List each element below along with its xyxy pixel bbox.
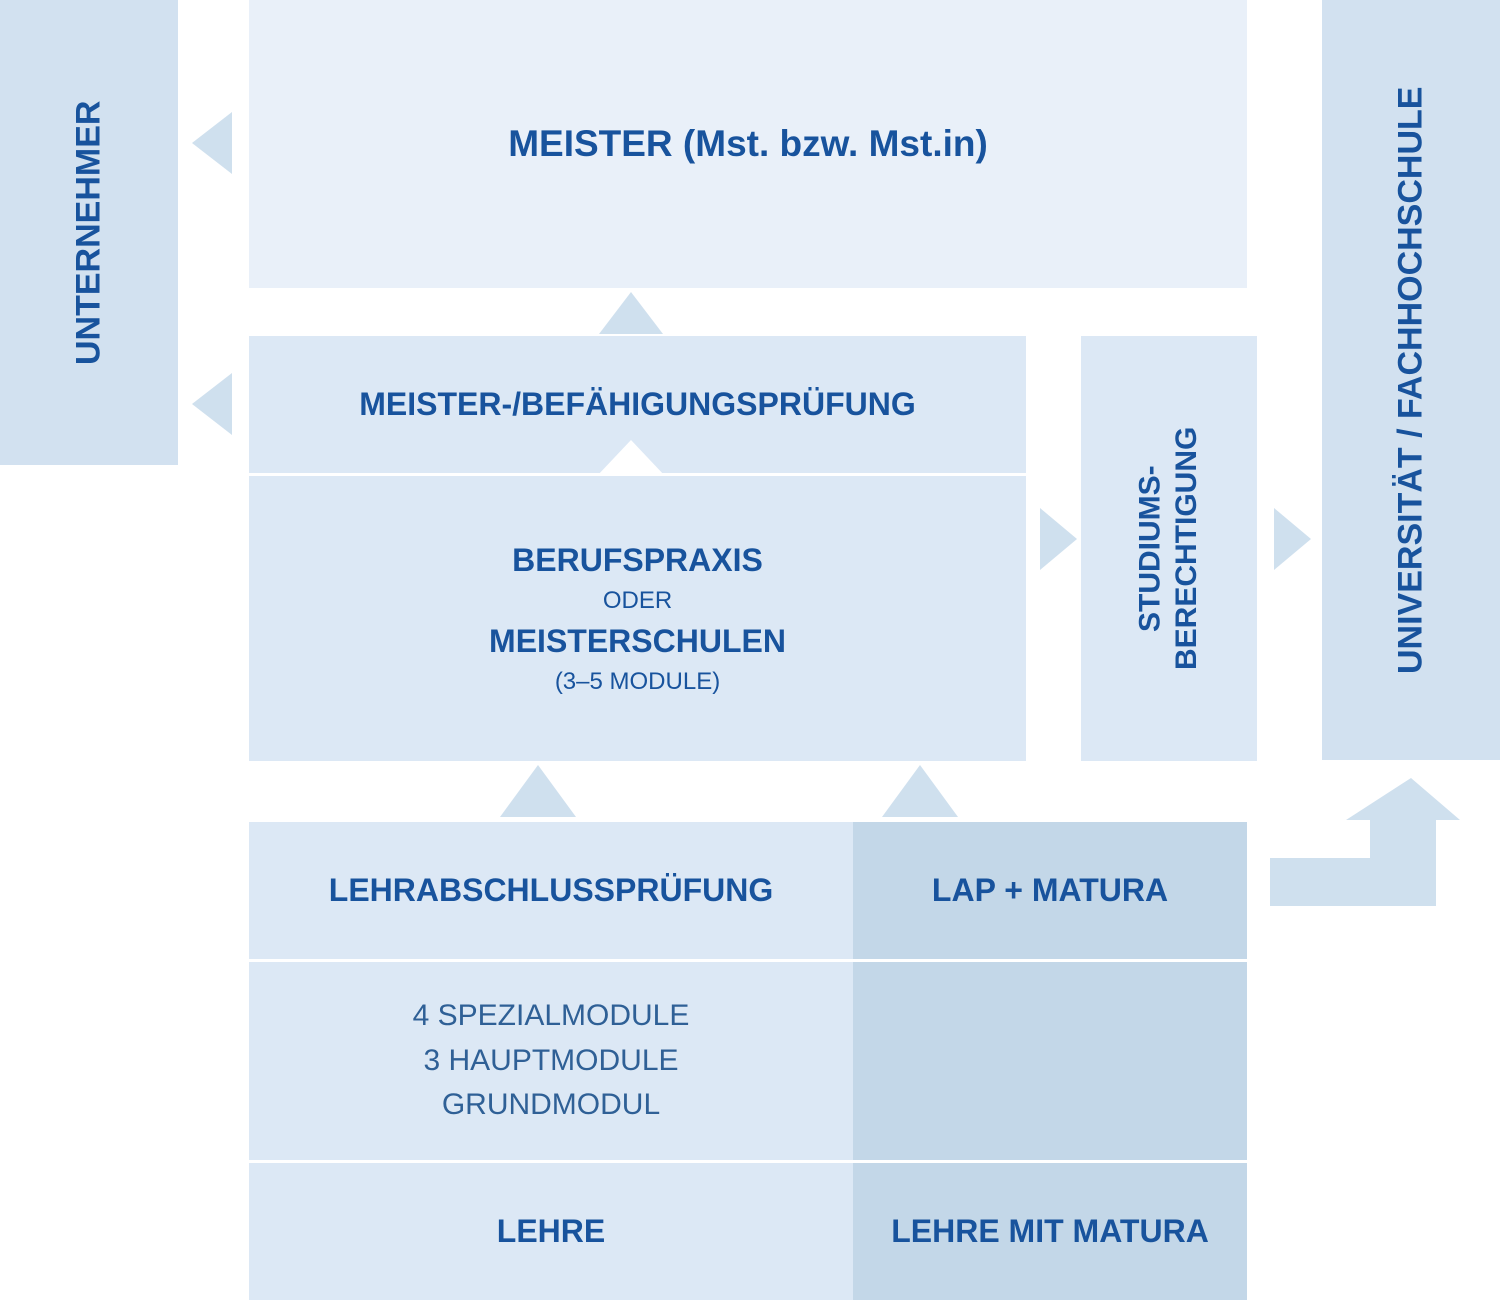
arrow-meister-to-unternehmer <box>192 112 250 174</box>
node-module-line1: 4 SPEZIALMODULE <box>412 999 690 1033</box>
node-lap-matura <box>853 822 1247 959</box>
node-lehrabschlusspruefung <box>249 822 853 959</box>
arrow-pruefung-to-meister <box>595 288 667 338</box>
node-universitaet <box>1322 0 1500 760</box>
node-module-line3: GRUNDMODUL <box>441 1088 661 1122</box>
node-module-stack <box>413 994 690 1127</box>
arrow-lapmatura-to-praxis <box>880 765 960 823</box>
node-lap-matura-label: LAP + MATURA <box>931 871 1169 908</box>
node-lehre <box>249 1163 853 1300</box>
node-lehrabschlusspruefung-label: LEHRABSCHLUSSPRÜFUNG <box>328 871 774 908</box>
node-studiumsberechtigung-stack <box>1132 427 1205 670</box>
node-studiumsberechtigung-line1: STUDIUMS- <box>1133 465 1167 632</box>
node-lehre-mit-matura-label: LEHRE MIT MATURA <box>891 1212 1209 1249</box>
node-unternehmer-label: UNTERNEHMER <box>69 100 108 365</box>
node-module-line2: 3 HAUPTMODULE <box>423 1043 679 1077</box>
arrow-studiumsberechtigung-to-universitaet <box>1266 508 1318 570</box>
node-lehre-mit-matura <box>853 1163 1247 1300</box>
node-studiumsberechtigung-line2: BERECHTIGUNG <box>1170 426 1203 671</box>
node-lehre-label: LEHRE <box>496 1212 606 1249</box>
node-meisterpruefung-label: MEISTER-/BEFÄHIGUNGSPRÜFUNG <box>359 385 916 422</box>
node-berufspraxis-line1: BERUFSPRAXIS <box>512 542 763 579</box>
node-module-right <box>853 962 1247 1160</box>
arrow-praxis-to-pruefung <box>595 440 667 480</box>
arrow-praxis-to-studiumsberechtigung <box>1032 508 1084 570</box>
node-universitaet-label: UNIVERSITÄT / FACHHOCHSCHULE <box>1391 86 1430 674</box>
node-meister-label: MEISTER (Mst. bzw. Mst.in) <box>508 123 988 165</box>
node-berufspraxis-line4: (3–5 MODULE) <box>554 667 721 695</box>
node-berufspraxis <box>249 476 1026 761</box>
arrow-lap-to-praxis <box>498 765 578 823</box>
node-meister <box>249 0 1247 288</box>
node-berufspraxis-stack <box>249 541 1026 696</box>
node-berufspraxis-line2: ODER <box>602 587 673 615</box>
arrow-pruefung-to-unternehmer <box>192 373 250 435</box>
arrow-lapmatura-to-universitaet <box>1270 778 1460 910</box>
node-berufspraxis-line3: MEISTERSCHULEN <box>489 622 786 659</box>
node-module-left <box>249 962 853 1160</box>
node-studiumsberechtigung <box>1081 336 1257 761</box>
node-unternehmer <box>0 0 178 465</box>
